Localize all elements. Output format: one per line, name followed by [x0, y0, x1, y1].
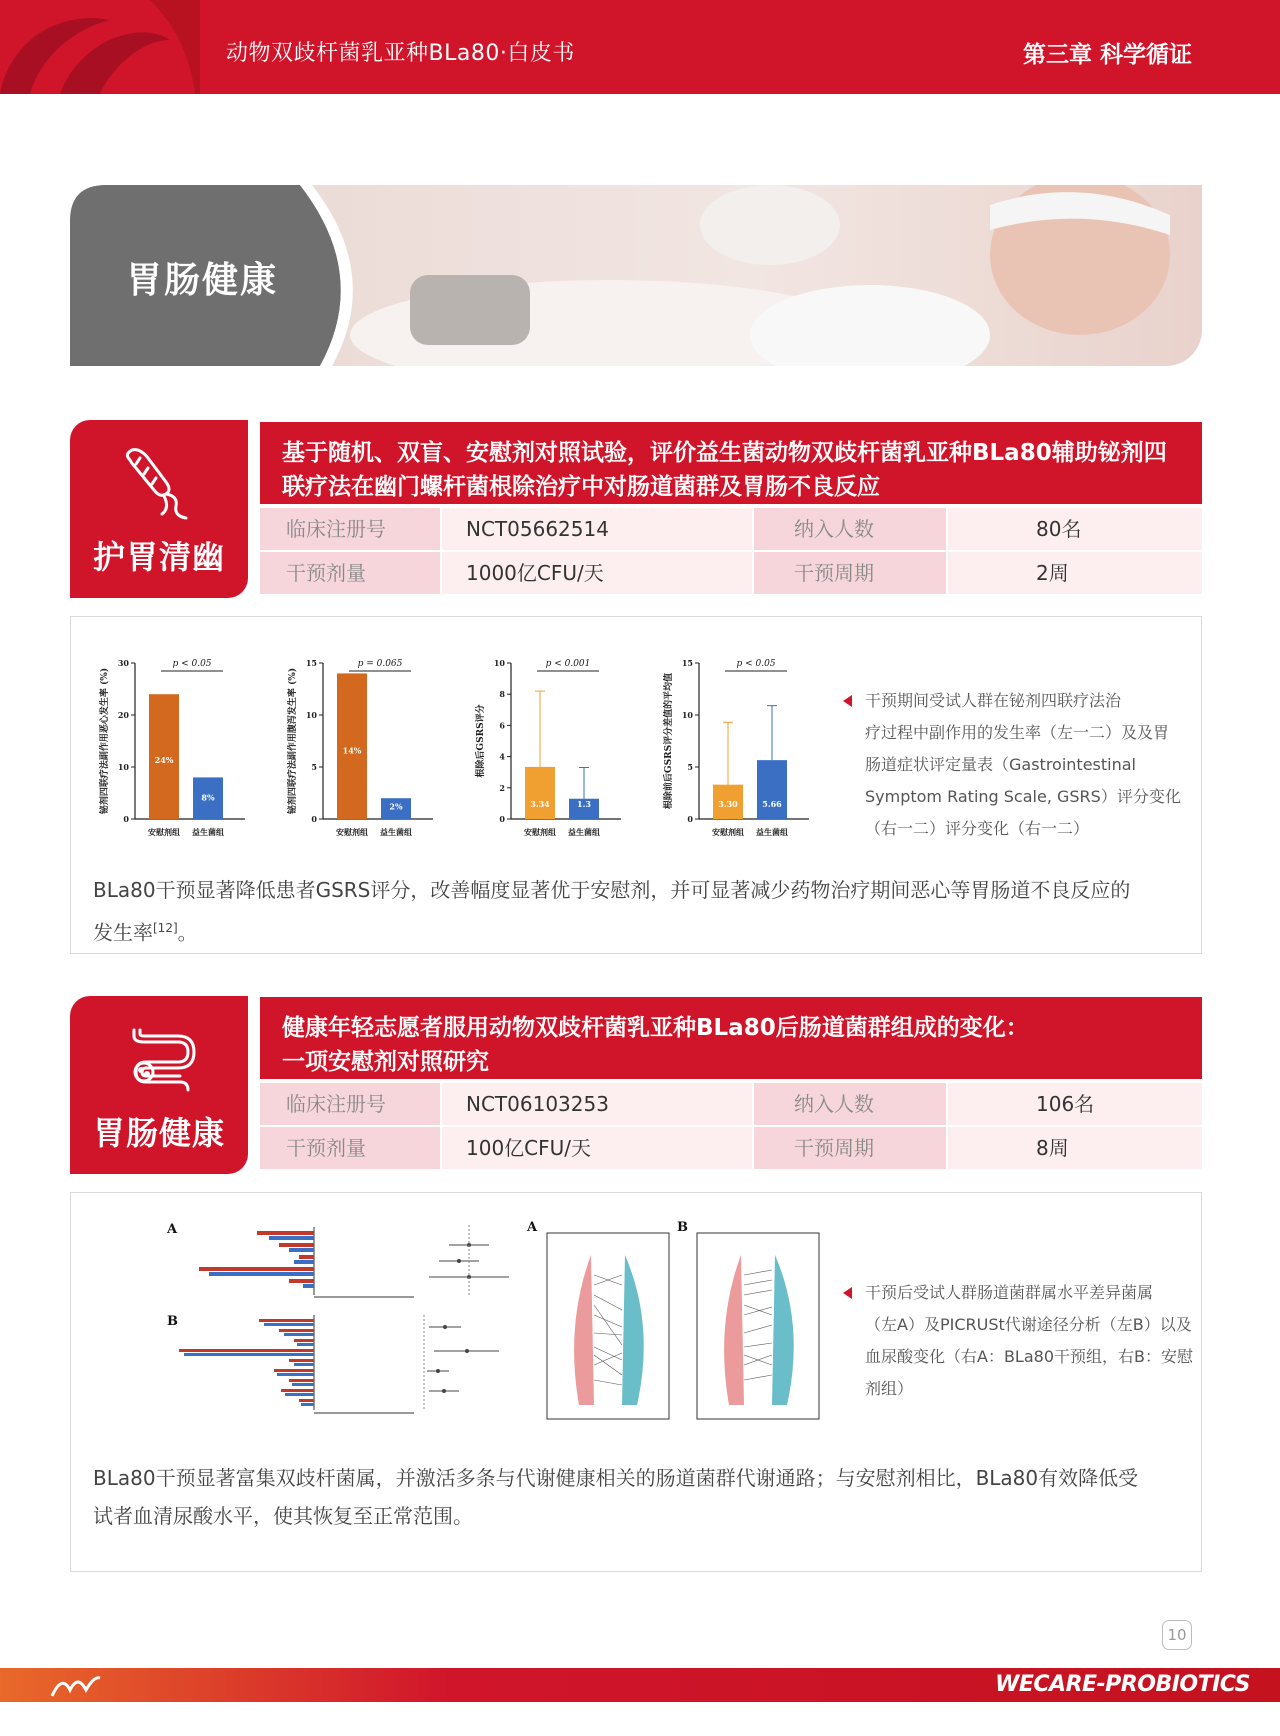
study1-title — [260, 422, 1202, 504]
study2-title-line2: 一项安慰剂对照研究 — [282, 1049, 489, 1075]
tick-label: 0 — [123, 814, 129, 824]
data-label: 5.66 — [762, 799, 782, 809]
banner-title: 胃肠健康 — [126, 260, 279, 301]
intestine-icon — [120, 1022, 202, 1098]
note-line: （右一二）评分变化（右一二） — [865, 819, 1090, 838]
axis-label: 根除后GSRS评分 — [476, 704, 486, 778]
duration-label: 干预周期 — [754, 1127, 946, 1169]
uric-acid-bla80-violin — [547, 1233, 669, 1419]
category-label: 益生菌组 — [568, 827, 600, 837]
category-label: 益生菌组 — [192, 827, 224, 837]
study2-figure-note — [865, 1277, 1195, 1405]
registry-label: 临床注册号 — [260, 1083, 440, 1125]
note-line: Symptom Rating Scale, GSRS）评分变化 — [865, 787, 1181, 806]
tick-label: 8 — [499, 689, 505, 700]
bullet-triangle-icon — [843, 1287, 852, 1299]
table-row — [260, 508, 1202, 550]
picrust-pathway-plot — [179, 1315, 499, 1413]
svg-text:B: B — [677, 1220, 688, 1235]
duration-value: 2周 — [948, 552, 1202, 594]
conclusion-line: BLa80干预显著富集双歧杆菌属，并激活多条与代谢健康相关的肠道菌群代谢通路；与安慰剂相比，BLa80有效降低受 — [93, 1466, 1139, 1490]
bullet-triangle-icon — [843, 695, 852, 707]
annotation: p < 0.05 — [172, 659, 212, 669]
study2-conclusion — [93, 1459, 1183, 1535]
page-footer — [0, 1668, 1280, 1702]
study1-charts — [83, 633, 843, 873]
study2-figure — [89, 1215, 849, 1455]
study2-results-panel — [70, 1192, 1202, 1572]
svg-text:A: A — [167, 1222, 178, 1237]
data-label: 3.30 — [718, 799, 738, 809]
tick-label: 15 — [681, 658, 693, 668]
study2-badge — [70, 996, 248, 1174]
tick-label: 5 — [687, 762, 693, 772]
table-row — [260, 1127, 1202, 1169]
note-line: 疗过程中副作用的发生率（左一二）及及胃 — [865, 723, 1170, 742]
study1-figure-note — [865, 685, 1195, 845]
tick-label: 0 — [311, 814, 317, 824]
conclusion-text: 发生率 — [93, 920, 153, 945]
note-line: （左A）及PICRUSt代谢途径分析（左B）以及 — [865, 1315, 1192, 1334]
uric-acid-placebo-violin — [697, 1233, 819, 1419]
study1-title-line2: 联疗法在幽门螺杆菌根除治疗中对肠道菌群及胃肠不良反应 — [282, 474, 880, 500]
citation: [12] — [153, 921, 178, 935]
tick-label: 10 — [117, 762, 129, 772]
data-label: 2% — [389, 801, 403, 812]
data-label: 3.34 — [530, 799, 550, 809]
footer-brand: WECARE-PROBIOTICS — [995, 1672, 1250, 1697]
axis-label: 铋剂四联疗法副作用腹泻发生率 (%) — [288, 667, 298, 815]
annotation: p = 0.065 — [357, 659, 403, 669]
brand-swirl-logo — [0, 0, 200, 94]
study2-title-line1: 健康年轻志愿者服用动物双歧杆菌乳亚种BLa80后肠道菌群组成的变化： — [282, 1015, 1029, 1041]
note-line: 干预期间受试人群在铋剂四联疗法治 — [865, 691, 1122, 710]
duration-value: 8周 — [948, 1127, 1202, 1169]
tick-label: 6 — [499, 720, 505, 731]
tick-label: 0 — [687, 814, 693, 824]
data-label: 1.3 — [577, 799, 591, 809]
table-row — [260, 1083, 1202, 1125]
tick-label: 2 — [499, 782, 505, 793]
tick-label: 5 — [311, 762, 317, 772]
page-number: 10 — [1162, 1620, 1192, 1650]
tick-label: 30 — [117, 658, 129, 668]
genera-bar-plot — [199, 1225, 509, 1297]
category-label: 安慰剂组 — [712, 827, 744, 837]
tick-label: 10 — [305, 710, 317, 720]
study1-badge-label: 护胃清幽 — [92, 538, 225, 576]
study1-title-line1: 基于随机、双盲、安慰剂对照试验，评价益生菌动物双歧杆菌乳亚种BLa80辅助铋剂四 — [282, 440, 1167, 466]
tick-label: 10 — [493, 658, 505, 668]
tick-label: 0 — [499, 814, 505, 824]
annotation: p < 0.05 — [736, 659, 776, 669]
enrolled-label: 纳入人数 — [754, 508, 946, 550]
enrolled-value: 80名 — [948, 508, 1202, 550]
data-label: 14% — [342, 745, 362, 756]
tick-label: 4 — [499, 751, 505, 762]
page-header — [0, 0, 1280, 94]
category-label: 益生菌组 — [756, 827, 788, 837]
dose-value: 1000亿CFU/天 — [442, 552, 752, 594]
dose-label: 干预剂量 — [260, 552, 440, 594]
data-label: 8% — [201, 792, 215, 803]
document-title: 动物双歧杆菌乳亚种BLa80·白皮书 — [226, 41, 575, 66]
svg-text:A: A — [527, 1220, 538, 1235]
category-label: 安慰剂组 — [148, 827, 180, 837]
axis-label: 根除前后GSRS评分差值的平均值 — [664, 672, 674, 810]
data-label: 24% — [154, 754, 174, 765]
registry-value: NCT05662514 — [442, 508, 752, 550]
study2-title — [260, 997, 1202, 1079]
table-row — [260, 552, 1202, 594]
category-label: 安慰剂组 — [336, 827, 368, 837]
chapter-title: 第三章 科学循证 — [1022, 42, 1192, 68]
dose-label: 干预剂量 — [260, 1127, 440, 1169]
bacteria-icon — [118, 446, 200, 522]
conclusion-line: BLa80干预显著降低患者GSRS评分，改善幅度显著优于安慰剂，并可显著减少药物治疗期间恶心等胃肠道不良反应的 — [93, 878, 1131, 902]
study1-results-panel — [70, 616, 1202, 954]
annotation: p < 0.001 — [545, 659, 591, 669]
bar — [525, 767, 555, 819]
study1-badge — [70, 420, 248, 598]
enrolled-label: 纳入人数 — [754, 1083, 946, 1125]
svg-text:B: B — [167, 1314, 178, 1329]
enrolled-value: 106名 — [948, 1083, 1202, 1125]
note-line: 干预后受试人群肠道菌群属水平差异菌属 — [865, 1283, 1154, 1302]
conclusion-end: 。 — [177, 920, 198, 945]
duration-label: 干预周期 — [754, 552, 946, 594]
conclusion-line — [93, 909, 1183, 952]
tick-label: 10 — [681, 710, 693, 720]
tick-label: 20 — [117, 710, 129, 720]
tick-label: 15 — [305, 658, 317, 668]
conclusion-line: 试者血清尿酸水平，使其恢复至正常范围。 — [93, 1504, 473, 1528]
study2-badge-label: 胃肠健康 — [92, 1114, 225, 1152]
bar — [757, 760, 787, 819]
note-line: 剂组） — [865, 1379, 914, 1398]
note-line: 肠道症状评定量表（Gastrointestinal — [865, 755, 1136, 774]
axis-label: 铋剂四联疗法副作用恶心发生率 (%) — [100, 667, 110, 815]
dose-value: 100亿CFU/天 — [442, 1127, 752, 1169]
study1-conclusion — [93, 871, 1183, 952]
note-line: 血尿酸变化（右A：BLa80干预组，右B：安慰 — [865, 1347, 1193, 1366]
registry-label: 临床注册号 — [260, 508, 440, 550]
registry-value: NCT06103253 — [442, 1083, 752, 1125]
category-label: 益生菌组 — [380, 827, 412, 837]
category-label: 安慰剂组 — [524, 827, 556, 837]
